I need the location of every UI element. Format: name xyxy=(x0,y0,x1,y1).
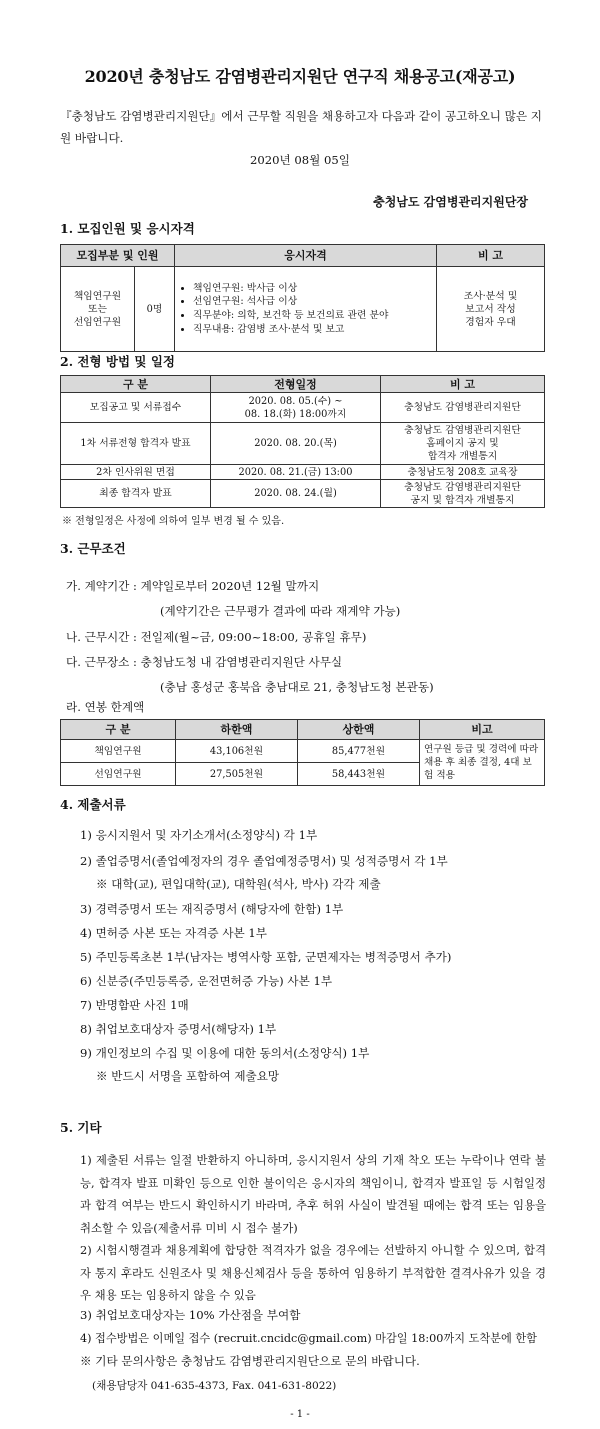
max-cell: 85,477천원 xyxy=(298,740,420,763)
count-cell: 0명 xyxy=(135,267,175,352)
header-position: 모집부분 및 인원 xyxy=(61,245,175,267)
condition-location: 다. 근무장소 : 충청남도청 내 감염병관리지원단 사무실 xyxy=(66,655,343,669)
max-cell: 58,443천원 xyxy=(298,763,420,786)
table-row xyxy=(61,465,545,480)
remark-cell: 충청남도 감염병관리지원단 홈페이지 공지 및 합격자 개별통지 xyxy=(381,423,545,465)
section-heading-3: 3. 근무조건 xyxy=(60,541,126,556)
header-qualification: 응시자격 xyxy=(175,245,437,267)
misc-item: 1) 제출된 서류는 일절 반환하지 아니하며, 응시지원서 상의 기재 착오 또는 누락이나 연락 불능, 합격자 발표 미확인 등으로 인한 불이익은 응시자의 책임이니, 합격자 발표일 등 시험일정과 합격 여부는 반드시 확인하시기 바라며, 추후 허위 사실이 발견될 때에는 합격 또는 임용을 취소할 수 있음(제출서류 미비 시 접수 불가) xyxy=(80,1153,546,1235)
section-heading-1: 1. 모집인원 및 응시자격 xyxy=(60,221,195,236)
schedule-cell: 2020. 08. 24.(월) xyxy=(211,480,381,508)
header-min: 하한액 xyxy=(176,720,298,740)
stage-cell: 1차 서류전형 합격자 발표 xyxy=(61,423,211,465)
grade-cell: 선임연구원 xyxy=(61,763,176,786)
stage-cell: 최종 합격자 발표 xyxy=(61,480,211,508)
min-cell: 43,106천원 xyxy=(176,740,298,763)
document-item: 2) 졸업증명서(졸업예정자의 경우 졸업예정증명서) 및 성적증명서 각 1부 xyxy=(80,854,448,868)
min-cell: 27,505천원 xyxy=(176,763,298,786)
table-row xyxy=(61,393,545,423)
schedule-cell: 2020. 08. 20.(목) xyxy=(211,423,381,465)
document-item: 8) 취업보호대상자 증명서(해당자) 1부 xyxy=(80,1022,277,1036)
header-remark: 비 고 xyxy=(437,245,545,267)
condition-contract: 가. 계약기간 : 계약일로부터 2020년 12월 말까지 xyxy=(66,579,320,593)
contact-info: (채용담당자 041-635-4373, Fax. 041-631-8022) xyxy=(92,1380,337,1392)
salary-remark-cell: 연구원 등급 및 경력에 따라 채용 후 최종 결정, 4대 보험 적용 xyxy=(420,740,545,786)
table-row xyxy=(61,480,545,508)
schedule-note: ※ 전형일정은 사정에 의하여 일부 변경 될 수 있음. xyxy=(62,516,285,527)
header-remark: 비 고 xyxy=(381,376,545,393)
remark-cell: 충청남도 감염병관리지원단 xyxy=(381,393,545,423)
misc-item: 3) 취업보호대상자는 10% 가산점을 부여함 xyxy=(80,1308,301,1322)
page-title: 2020년 충청남도 감염병관리지원단 연구직 채용공고(재공고) xyxy=(84,67,516,86)
misc-note: ※ 기타 문의사항은 충청남도 감염병관리지원단으로 문의 바랍니다. xyxy=(80,1354,420,1368)
remark-cell: 충청남도 감염병관리지원단 공지 및 합격자 개별통지 xyxy=(381,480,545,508)
position-cell: 책임연구원 또는 선임연구원 xyxy=(61,267,135,352)
page-number: - 1 - xyxy=(290,1409,310,1420)
grade-cell: 책임연구원 xyxy=(61,740,176,763)
header-stage: 구 분 xyxy=(61,376,211,393)
section-heading-2: 2. 전형 방법 및 일정 xyxy=(60,354,175,369)
header-remark: 비고 xyxy=(420,720,545,740)
intro-text: 『충청남도 감염병관리지원단』에서 근무할 직원을 채용하고자 다음과 같이 공고하오니 많은 지원 바랍니다. xyxy=(60,109,542,145)
condition-salary: 라. 연봉 한계액 xyxy=(66,700,145,714)
table-row xyxy=(61,740,545,763)
document-item: 7) 반명함판 사진 1매 xyxy=(80,998,189,1012)
stage-cell: 2차 인사위원 면접 xyxy=(61,465,211,480)
document-item: 4) 면허증 사본 또는 자격증 사본 1부 xyxy=(80,926,267,940)
schedule-cell: 2020. 08. 05.(수) ~ 08. 18.(화) 18:00까지 xyxy=(211,393,381,423)
condition-address: (충남 홍성군 홍북읍 충남대로 21, 충청남도청 본관동) xyxy=(160,680,434,694)
document-item: 3) 경력증명서 또는 재직증명서 (해당자에 한함) 1부 xyxy=(80,902,344,916)
document-item: 5) 주민등록초본 1부(남자는 병역사항 포함, 군면제자는 병적증명서 추가) xyxy=(80,950,452,964)
stage-cell: 모집공고 및 서류접수 xyxy=(61,393,211,423)
qualification-item: • 직무분야: 의학, 보건학 등 보건의료 관련 분야 xyxy=(193,309,434,323)
header-grade: 구 분 xyxy=(61,720,176,740)
section-heading-4: 4. 제출서류 xyxy=(60,797,126,812)
document-item: 9) 개인정보의 수집 및 이용에 대한 동의서(소정양식) 1부 xyxy=(80,1046,370,1060)
qualification-item: • 책임연구원: 박사급 이상 xyxy=(193,282,434,296)
schedule-cell: 2020. 08. 21.(금) 13:00 xyxy=(211,465,381,480)
document-item: 1) 응시지원서 및 자기소개서(소정양식) 각 1부 xyxy=(80,828,318,842)
recruitment-table xyxy=(60,244,545,352)
condition-hours: 나. 근무시간 : 전일제(월~금, 09:00~18:00, 공휴일 휴무) xyxy=(66,630,367,644)
remark-cell: 충청남도청 208호 교육장 xyxy=(381,465,545,480)
issuing-organization: 충청남도 감염병관리지원단장 xyxy=(373,195,528,209)
schedule-table xyxy=(60,375,545,508)
salary-table xyxy=(60,719,545,786)
announcement-date: 2020년 08월 05일 xyxy=(250,153,350,167)
header-schedule: 전형일정 xyxy=(211,376,381,393)
qualification-item: • 직무내용: 감염병 조사·분석 및 보고 xyxy=(193,323,434,337)
misc-item: 4) 접수방법은 이메일 접수 (recruit.cncidc@gmail.com) 마감일 18:00까지 도착분에 한함 xyxy=(80,1332,537,1345)
misc-item: 2) 시험시행결과 채용계획에 합당한 적격자가 없을 경우에는 선발하지 아니할 수 있으며, 합격자 통지 후라도 신원조사 및 채용신체검사 등을 통하여 임용하기 부적합한 결격사유가 있을 경우 채용 또는 임용하지 않을 수 있음 xyxy=(80,1243,546,1302)
section-heading-5: 5. 기타 xyxy=(60,1120,102,1135)
header-max: 상한액 xyxy=(298,720,420,740)
qualification-item: • 선임연구원: 석사급 이상 xyxy=(193,295,434,309)
document-note: ※ 대학(교), 편입대학(교), 대학원(석사, 박사) 각각 제출 xyxy=(96,877,381,891)
table-row xyxy=(61,423,545,465)
condition-contract-note: (계약기간은 근무평가 결과에 따라 재계약 가능) xyxy=(160,604,401,618)
document-item: 6) 신분증(주민등록증, 운전면허증 가능) 사본 1부 xyxy=(80,974,333,988)
qualification-cell xyxy=(175,267,437,352)
document-note: ※ 반드시 서명을 포함하여 제출요망 xyxy=(96,1069,280,1083)
remark-cell: 조사·분석 및 보고서 작성 경험자 우대 xyxy=(437,267,545,352)
